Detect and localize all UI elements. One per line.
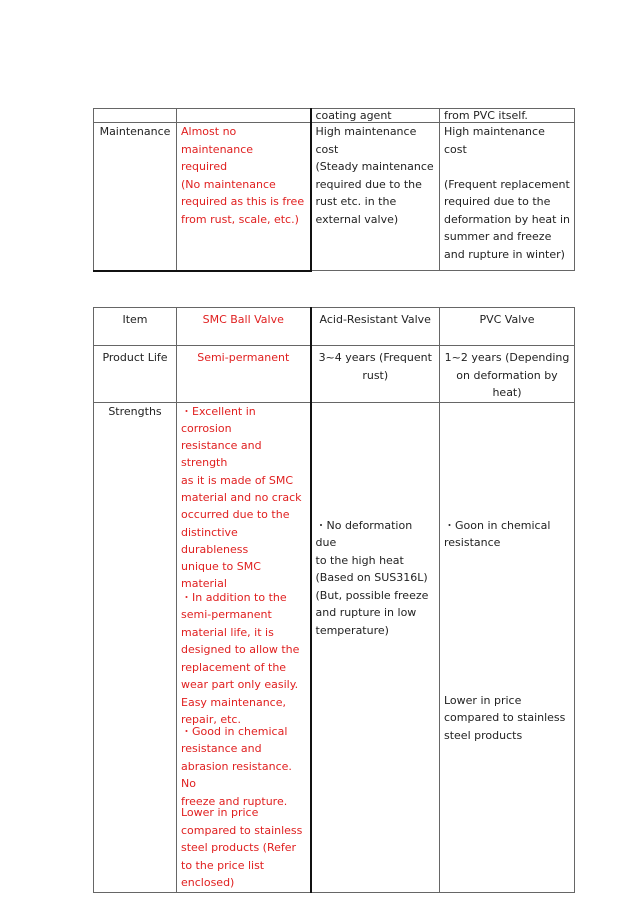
- cell-text: SMC Ball Valve: [202, 313, 284, 326]
- table-cell: [94, 109, 177, 123]
- pvc-strengths-cell: [440, 402, 575, 892]
- header-item: [94, 308, 177, 346]
- strength-paragraph: ・Goon in chemical resistance: [444, 518, 551, 549]
- acid-maintenance-cell: [311, 123, 440, 271]
- table-cell: [177, 109, 311, 123]
- row-label-product-life: [94, 346, 177, 403]
- cell-text: High maintenance cost (Steady maintenance required due to the rust etc. in the external valve): [315, 125, 434, 226]
- acid-life-cell: [311, 346, 440, 403]
- cell-text: Maintenance: [99, 125, 171, 138]
- maintenance-table: [93, 108, 575, 272]
- cell-text: from PVC itself.: [444, 109, 528, 122]
- smc-strengths-cell: [177, 402, 311, 892]
- header-pvc: [440, 308, 575, 346]
- table-cell: [311, 109, 440, 123]
- cell-text: PVC Valve: [479, 313, 535, 326]
- cell-text: Product Life: [102, 351, 168, 364]
- table-cell: [440, 109, 575, 123]
- pvc-maintenance-cell: [440, 123, 575, 271]
- cell-text: High maintenance cost (Frequent replacement required due to the deformation by heat in summer and freeze and rupture in winter): [444, 125, 571, 261]
- cell-text: 1~2 years (Depending on deformation by heat): [444, 351, 570, 399]
- cell-text: Strengths: [108, 404, 162, 418]
- cell-text: Acid-Resistant Valve: [319, 313, 431, 326]
- header-smc: [177, 308, 311, 346]
- table-row: [94, 123, 575, 271]
- cell-text: ・No deformation due to the high heat (Based on SUS316L) (But, possible freeze and rupture in low temperature): [315, 518, 429, 637]
- row-label-maintenance: [94, 123, 177, 271]
- comparison-table: [93, 307, 575, 893]
- strength-paragraph: ・In addition to the semi-permanent material life, it is designed to allow the replacement of the wear part only easily. Easy maintenance, repair, etc.: [181, 590, 300, 727]
- header-acid: [311, 308, 440, 346]
- strength-paragraph: Lower in price compared to stainless steel products (Refer to the price list enclosed): [181, 806, 303, 890]
- table-row: [94, 402, 575, 892]
- row-label-strengths: [94, 402, 177, 892]
- cell-text: Semi-permanent: [197, 351, 290, 364]
- cell-text: coating agent: [315, 109, 392, 122]
- pvc-life-cell: [440, 346, 575, 403]
- smc-maintenance-cell: [177, 123, 311, 271]
- table-row: [94, 109, 575, 123]
- smc-life-cell: [177, 346, 311, 403]
- table-header-row: [94, 308, 575, 346]
- strength-paragraph: Lower in price compared to stainless steel products: [444, 693, 566, 742]
- cell-text: 3~4 years (Frequent rust): [318, 351, 432, 382]
- table-row: [94, 346, 575, 403]
- acid-strengths-cell: [311, 402, 440, 892]
- cell-text: Almost no maintenance required (No maintenance required as this is free from rust, scale, etc.): [181, 125, 305, 226]
- strength-paragraph: ・Good in chemical resistance and abrasion resistance. No freeze and rupture.: [181, 724, 292, 808]
- strength-paragraph: ・Excellent in corrosion resistance and strength as it is made of SMC material and no crack occurred due to the distinctive durableness unique to SMC material: [181, 404, 302, 591]
- cell-text: Item: [122, 313, 148, 326]
